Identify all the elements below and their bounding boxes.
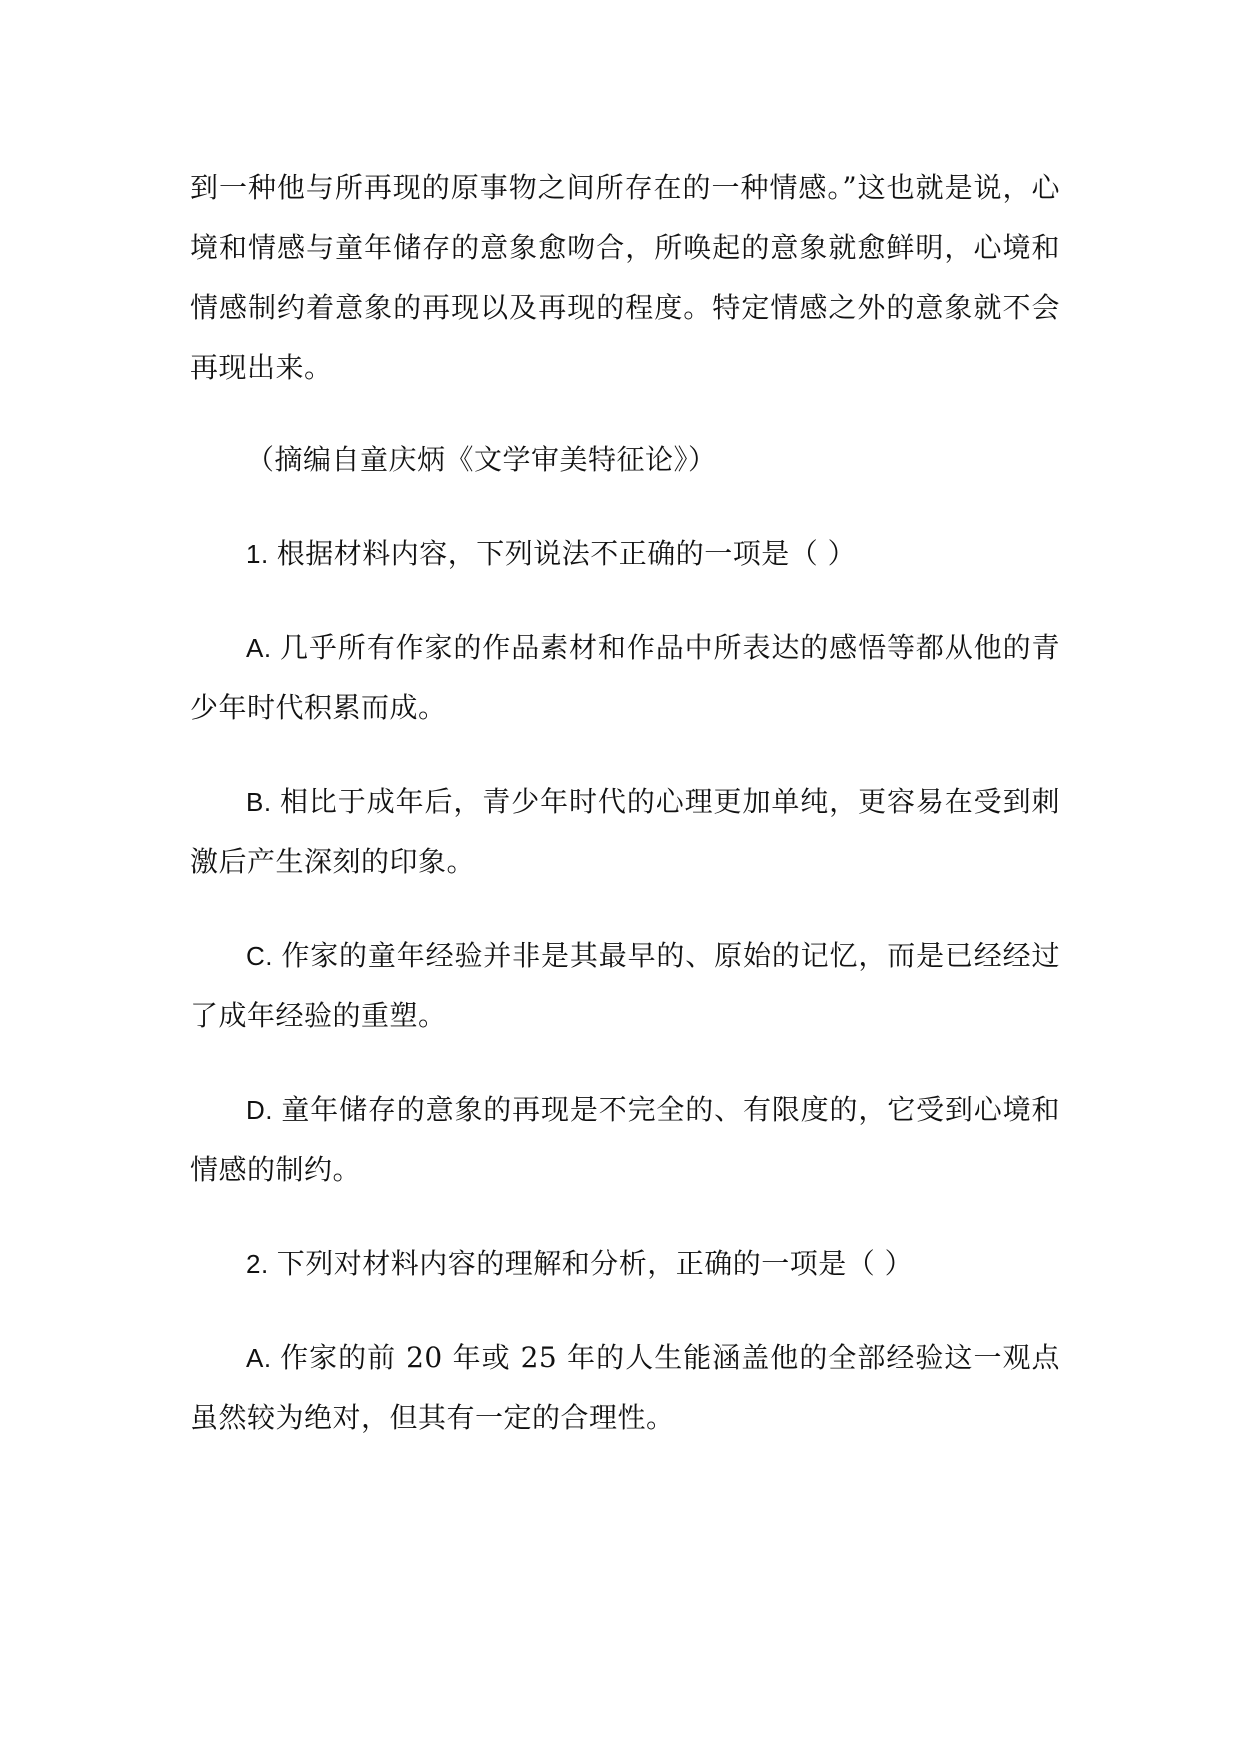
question-1-option-b [190,772,1060,892]
option-text: 几乎所有作家的作品素材和作品中所表达的感悟等都从他的青少年时代积累而成。 [190,631,1060,724]
question-1-option-a [190,618,1060,738]
question-number: 2. [246,1249,269,1279]
question-2-option-a [190,1328,1060,1448]
question-1-option-c [190,926,1060,1046]
option-text: 作家的前 20 年或 25 年的人生能涵盖他的全部经验这一观点虽然较为绝对，但其有一定的合理性。 [190,1341,1060,1434]
question-text: 下列对材料内容的理解和分析，正确的一项是（ ） [276,1247,914,1280]
option-label: B. [246,787,272,817]
option-text: 作家的童年经验并非是其最早的、原始的记忆，而是已经经过了成年经验的重塑。 [190,939,1060,1032]
question-1-option-d [190,1080,1060,1200]
source-citation: （摘编自童庆炳《文学审美特征论》） [246,443,717,476]
option-label: A. [246,1343,272,1373]
intro-paragraph: 到一种他与所再现的原事物之间所存在的一种情感。”这也就是说，心境和情感与童年储存的意象愈吻合，所唤起的意象就愈鲜明，心境和情感制约着意象的再现以及再现的程度。特定情感之外的意象就不会再现出来。 [190,171,1060,384]
option-text: 童年储存的意象的再现是不完全的、有限度的，它受到心境和情感的制约。 [190,1093,1060,1186]
question-1-stem [190,524,1060,584]
option-label: C. [246,941,273,971]
option-label: A. [246,633,272,663]
option-label: D. [246,1095,273,1125]
option-text: 相比于成年后，青少年时代的心理更加单纯，更容易在受到刺激后产生深刻的印象。 [190,785,1060,878]
document-body [190,158,1060,1448]
question-text: 根据材料内容，下列说法不正确的一项是（ ） [276,537,857,570]
question-2-stem [190,1234,1060,1294]
question-number: 1. [246,539,269,569]
